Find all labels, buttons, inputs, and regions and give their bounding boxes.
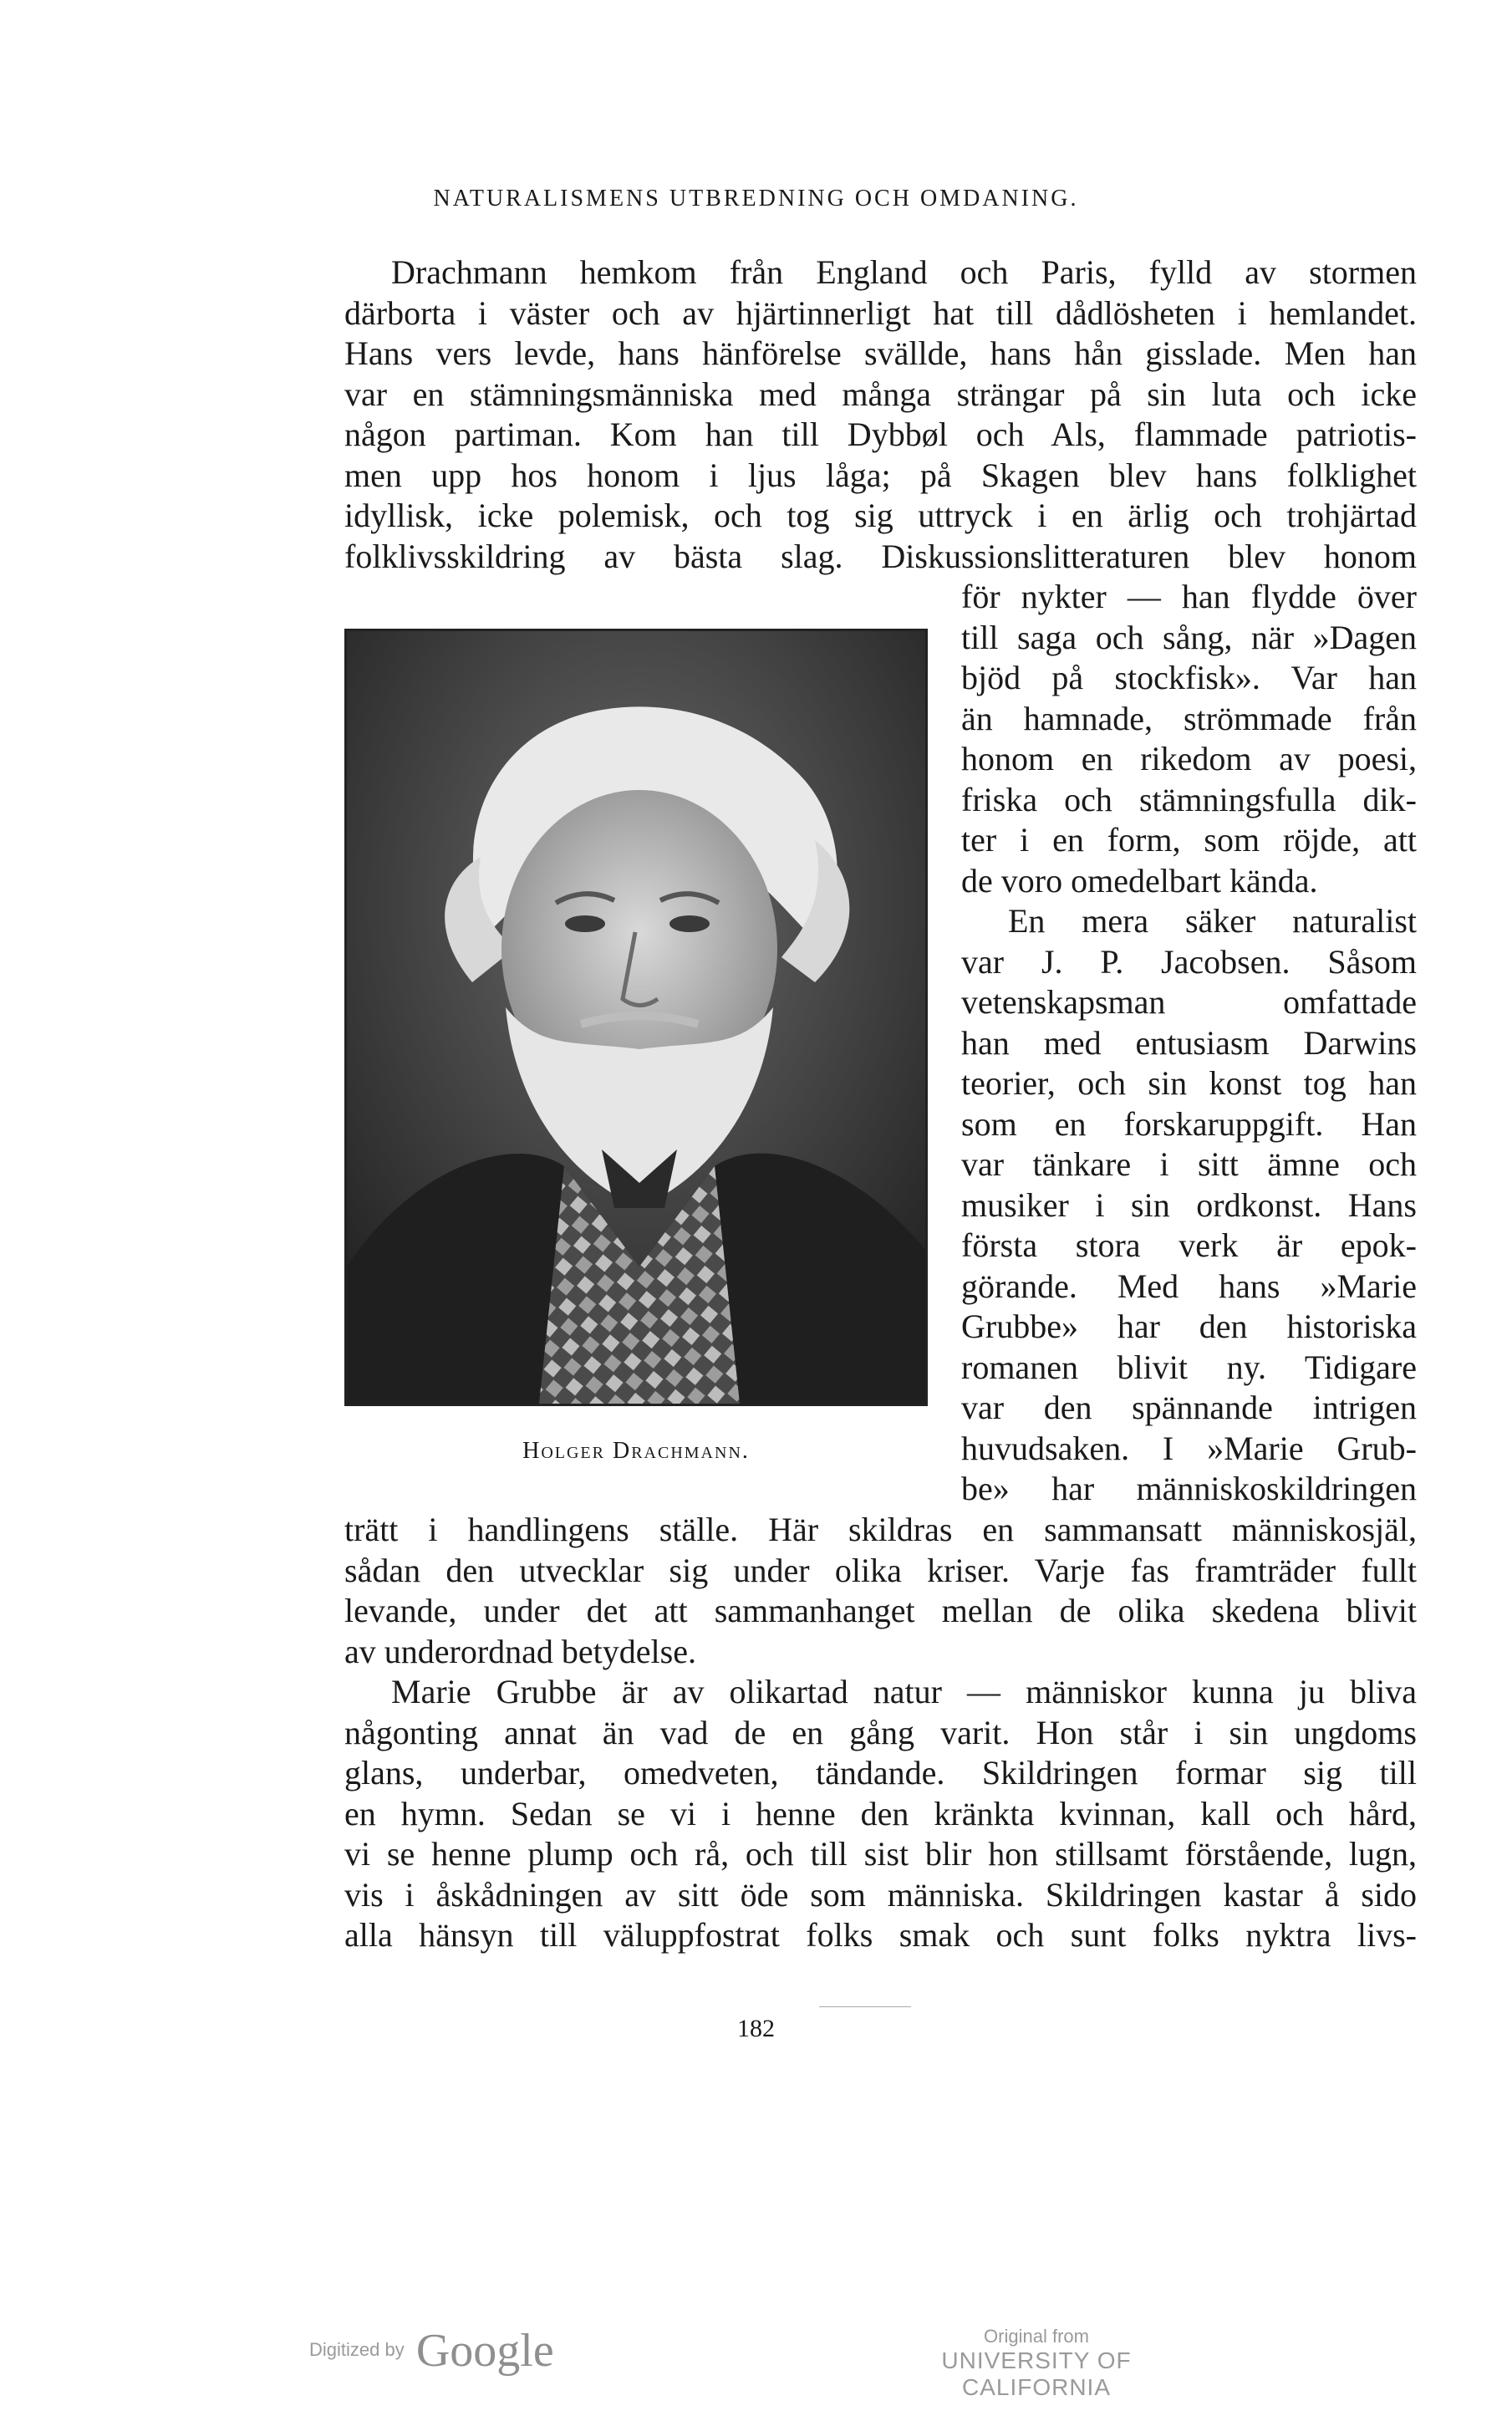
text-line: idyllisk, icke polemisk, och tog sig uttryck i en ärlig och trohjärtad [344,497,1417,534]
text-line: var en stämningsmänniska med många strängar på sin luta och icke [344,375,1417,413]
text-line: vi se henne plump och rå, och till sist blir hon stillsamt förstående, lugn, [344,1835,1417,1873]
right-column-text [961,577,1417,1510]
original-from-label: Original from [984,2326,1089,2347]
text-line: folklivsskildring av bästa slag. Diskussionslitteraturen blev honom [344,537,1417,575]
text-line: En mera säker naturalist [1008,902,1417,940]
text-line: huvudsaken. I »Marie Grub- [961,1429,1417,1467]
text-line: alla hänsyn till väluppfostrat folks smak och sunt folks nyktra livs- [344,1916,1417,1954]
text-line: av underordnad betydelse. [344,1632,696,1670]
text-line: musiker i sin ordkonst. Hans [961,1185,1417,1224]
text-line: trätt i handlingens ställe. Här skildras en sammansatt människosjäl, [344,1511,1417,1548]
original-from-watermark [894,2326,1179,2401]
text-line: var tänkare i sitt ämne och [961,1145,1417,1183]
figure-caption: Holger Drachmann. [522,1438,750,1464]
text-line: görande. Med hans »Marie [961,1267,1417,1305]
text-line: vis i åskådningen av sitt öde som människa. Skildringen kastar å sido [344,1875,1417,1914]
digitized-by-label: Digitized by [309,2338,405,2360]
paragraph-3 [344,1672,1417,1956]
text-line: honom en rikedom av poesi, [961,740,1417,777]
text-line: som en forskaruppgift. Han [961,1104,1417,1143]
text-line: var J. P. Jacobsen. Såsom [961,942,1417,981]
text-line: be» har människoskildringen [961,1470,1417,1507]
text-line: ter i en form, som röjde, att [961,821,1417,859]
text-line: friska och stämningsfulla dik- [961,780,1417,818]
text-line: han med entusiasm Darwins [961,1023,1417,1062]
portrait-photo [344,629,928,1406]
text-line: vetenskapsman omfattade [961,983,1417,1021]
page-number-rule [819,2006,911,2007]
text-line: glans, underbar, omedveten, tändande. Skildringen formar sig till [344,1754,1417,1792]
institution-name: UNIVERSITY OF CALIFORNIA [941,2347,1132,2400]
portrait-illustration [347,631,925,1404]
text-line: till saga och sång, när »Dagen [961,618,1417,656]
text-line: de voro omedelbart kända. [961,861,1318,900]
text-line: var den spännande intrigen [961,1389,1417,1426]
text-line: någonting annat än vad de en gång varit. Hon står i sin ungdoms [344,1713,1417,1751]
google-logo: Google [415,2325,554,2377]
digitized-by-watermark [309,2324,554,2378]
text-line: för nykter — han flydde över [961,578,1417,615]
text-line: någon partiman. Kom han till Dybbøl och Als, flammade patriotis- [344,415,1417,453]
paragraph-1 [344,252,1417,577]
text-line: Marie Grubbe är av olikartad natur — människor kunna ju bliva [391,1673,1417,1710]
running-title: NATURALISMENS UTBREDNING OCH OMDANING. [433,186,1079,212]
text-line: därborta i väster och av hjärtinnerligt hat till dådlösheten i hemlandet. [344,293,1417,332]
text-line: men upp hos honom i ljus låga; på Skagen blev hans folklighet [344,456,1417,494]
text-line: Grubbe» har den historiska [961,1307,1417,1345]
text-line: sådan den utvecklar sig under olika kriser. Varje fas framträder fullt [344,1551,1417,1589]
text-line: levande, under det att sammanhanget mellan de olika skedena blivit [344,1592,1417,1629]
text-line: romanen blivit ny. Tidigare [961,1348,1417,1386]
text-line: bjöd på stockfisk». Var han [961,659,1417,696]
paragraph-2 [344,1510,1417,1672]
text-line: första stora verk är epok- [961,1226,1417,1264]
text-line: än hamnade, strömmade från [961,699,1417,737]
text-line: Drachmann hemkom från England och Paris, fylld av stormen [391,253,1417,291]
page-number: 182 [737,2015,775,2042]
text-line: teorier, och sin konst tog han [961,1064,1417,1102]
text-line: en hymn. Sedan se vi i henne den kränkta kvinnan, kall och hård, [344,1794,1417,1832]
text-line: Hans vers levde, hans hänförelse svällde, hans hån gisslade. Men han [344,334,1417,372]
